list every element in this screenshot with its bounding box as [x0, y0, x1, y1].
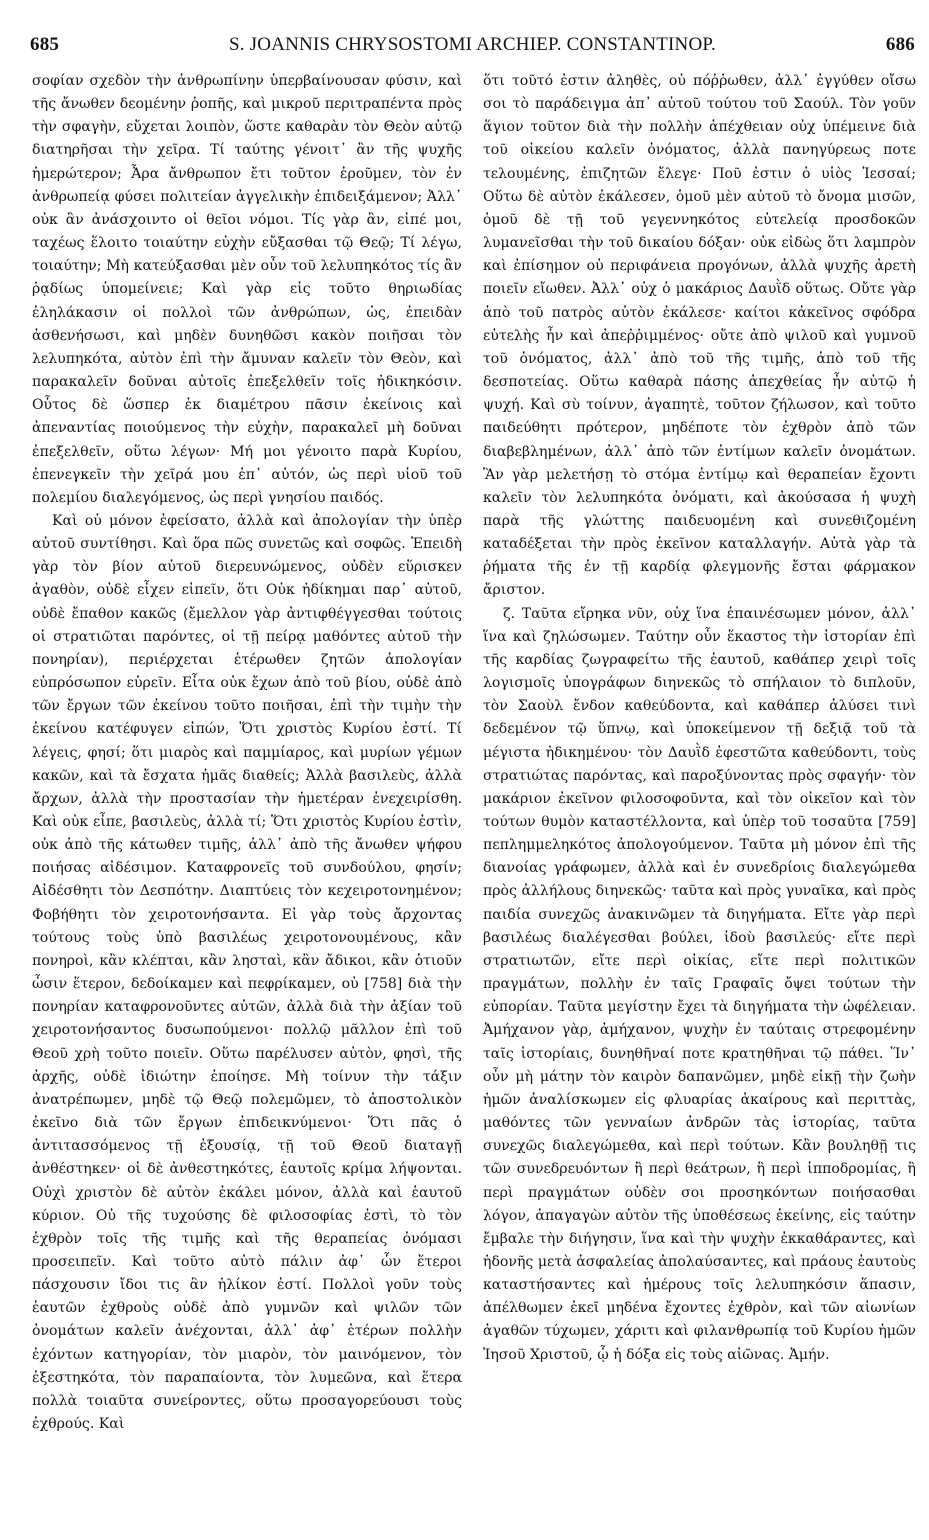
paragraph: ζ. Ταῦτα εἴρηκα νῦν, οὐχ ἵνα ἐπαινέσωμεν μόνον, ἀλλ᾽ ἵνα καὶ ζηλώσωμεν. Ταύτην οὖν ἕκαστος τὴν ἱστορίαν ἐπὶ τῆς καρδίας ζωγραφείτω τῆς ἑαυτοῦ, καθάπερ χειρὶ τοῖς λογισμοῖς ὑπογράφων διηνεκῶς τὸ σπήλαιον τὸ διπλοῦν, τὸν Σαοὺλ ἔνδον καθεύδοντα, καὶ καθάπερ ἁλύσει τινὶ δεδεμένον τῷ ὕπνῳ, καὶ ὑποκείμενον τῇ δεξιᾷ τοῦ τὰ μέγιστα ἠδικημένου· τὸν Δαυῒδ ἐφεστῶτα καθεύδοντι, τοὺς στρατιώτας παρόντας, καὶ παροξύνοντας πρὸς σφαγήν· τὸν μακάριον ἐκεῖνον φιλοσοφοῦντα, καὶ τὸν οἰκεῖον καὶ τὸν τούτων θυμὸν καταστέλλοντα, καὶ ὑπὲρ τοῦ τοσαῦτα [759] πεπλημμεληκότος ἀπολογούμενον. Ταῦτα μὴ μόνον ἐπὶ τῆς διανοίας γράφωμεν, ἀλλὰ καὶ ἐν συνεδρίοις διαλεγώμεθα πρὸς ἀλλήλους διηνεκῶς· ταῦτα καὶ πρὸς γυναῖκα, καὶ πρὸς παιδία συνεχῶς ἀνακινῶμεν τὰ διηγήματα. Εἴτε γὰρ περὶ βασιλέως διαλέγεσθαι βούλει, ἰδοὺ βασιλεύς· εἴτε περὶ στρατιωτῶν, εἴτε περὶ οἰκίας, εἴτε περὶ πολιτικῶν πραγμάτων, πολλὴν ἐν ταῖς Γραφαῖς ὄψει τούτων τὴν εὐπορίαν. Ταῦτα μεγίστην ἔχει τὰ διηγήματα τὴν ὠφέλειαν. Ἀμήχανον γὰρ, ἀμήχανον, ψυχὴν ἐν ταύταις στρεφομένην ταῖς ἱστορίαις, δυνηθῆναί ποτε κρατηθῆναι τῷ πάθει. Ἵν᾽ οὖν μὴ μάτην τὸν καιρὸν δαπανῶμεν, μηδὲ εἰκῇ τὴν ζωὴν ἡμῶν ἀναλίσκωμεν εἰς φλυαρίας ἀκαίρους καὶ περιττὰς, μαθόντες τῶν γενναίων ἀνδρῶν τὰς ἱστορίας, ταῦτα συνεχῶς διαλεγώμεθα, καὶ περὶ τούτων. Κἂν βουληθῇ τις τῶν συνεδρευόντων ἢ περὶ θεάτρων, ἢ περὶ ἱπποδρομίας, ἢ περὶ πραγμάτων οὐδὲν σοι προσηκόντων ποιήσασθαι λόγον, ἀπαγαγὼν αὐτὸν τῆς ὑποθέσεως ἐκείνης, εἰς ταύτην ἔμβαλε τὴν διήγησιν, ἵνα καὶ τὴν ψυχὴν ἐκκαθάραντες, καὶ ἡδονῆς μετὰ ἀσφαλείας ἀπολαύσαντες, καὶ πράους ἑαυτοὺς καταστήσαντες καὶ ἡμέρους τοῖς λελυπηκόσιν ἅπασιν, ἀπέλθωμεν ἐκεῖ μηδένα ἔχοντες ἐχθρὸν, καὶ τῶν αἰωνίων ἀγαθῶν τύχωμεν, χάριτι καὶ φιλανθρωπίᾳ τοῦ Κυρίου ἡμῶν Ἰησοῦ Χριστοῦ, ᾧ ἡ δόξα εἰς τοὺς αἰῶνας. Ἀμήν.: [483, 605, 916, 1363]
running-title: S. JOANNIS CHRYSOSTOMI ARCHIEP. CONSTANTINOP.: [229, 34, 716, 55]
page-number-left: 685: [30, 34, 60, 55]
paragraph: σοφίαν σχεδὸν τὴν ἀνθρωπίνην ὑπερβαίνουσαν φύσιν, καὶ τῆς ἄνωθεν δεομένην ῥοπῆς, καὶ μικροῦ περιτραπέντα πρὸς τὴν σφαγὴν, εὔχεται λοιπὸν, ὥστε καθαρὰν τὸν Θεὸν αὐτῷ διατηρῆσαι τὴν χεῖρα. Τί ταύτης γένοιτ᾽ ἂν τῆς ψυχῆς ἡμερώτερον; Ἆρα ἄνθρωπον ἔτι τοῦτον ἐροῦμεν, τὸν ἐν ἀνθρωπείᾳ φύσει πολιτείαν ἀγγελικὴν ἐπιδειξάμενον; Ἀλλ᾽ οὐκ ἂν ἀνάσχοιντο οἱ θεῖοι νόμοι. Τίς γὰρ ἂν, εἰπέ μοι, ταχέως ἕλοιτο τοιαύτην εὐχὴν εὔξασθαι τῷ Θεῷ; Τί λέγω, τοιαύτην; Μὴ κατεύξασθαι μὲν οὖν τοῦ λελυπηκότος τίς ἂν ῥᾳδίως ὑπομείνειε; Καὶ γὰρ εἰς τοῦτο θηριωδίας ἐληλάκασιν οἱ πολλοὶ τῶν ἀνθρώπων, ὡς, ἐπειδὰν ἀσθενήσωσι, καὶ μηδὲν δυνηθῶσι κακὸν ποιῆσαι τὸν λελυπηκότα, αὐτὸν ἐπὶ τὴν ἄμυναν καλεῖν τὸν Θεὸν, καὶ παρακαλεῖν δοῦναι αὐτοῖς ἐπεξελθεῖν τοῖς ἠδικηκόσιν. Οὗτος δὲ ὥσπερ ἐκ διαμέτρου πᾶσιν ἐκείνοις καὶ ἀπεναντίας ποιούμενος τὴν εὐχὴν, παρακαλεῖ μὴ δοῦναι ἐπεξελθεῖν, οὕτω λέγων· Μή μοι γένοιτο παρὰ Κυρίου, ἐπενεγκεῖν τὴν χεῖρά μου ἐπ᾽ αὐτόν, ὡς περὶ υἱοῦ τοῦ πολεμίου διαλεγόμενος, ὡς περὶ γνησίου παιδός.: [32, 73, 462, 506]
left-column: [32, 70, 462, 1525]
paragraph: Καὶ οὐ μόνον ἐφείσατο, ἀλλὰ καὶ ἀπολογίαν τὴν ὑπὲρ αὐτοῦ συντίθησι. Καὶ ὅρα πῶς συνετῶς καὶ σοφῶς. Ἐπειδὴ γὰρ τὸν βίον αὐτοῦ διερευνώμενος, οὐδὲν εὕρισκεν ἀγαθὸν, οὐδὲ εἶχεν εἰπεῖν, ὅτι Οὐκ ἠδίκημαι παρ᾽ αὐτοῦ, οὐδὲ ἔπαθον κακῶς (ἔμελλον γὰρ ἀντιφθέγγεσθαι τούτοις οἱ στρατιῶται παρόντες, οἱ τῇ πείρᾳ μαθόντες αὐτοῦ τὴν πονηρίαν), περιέρχεται ἑτέρωθεν ζητῶν ἀπολογίαν εὐπρόσωπον εὑρεῖν. Εἶτα οὐκ ἔχων ἀπὸ τοῦ βίου, οὐδὲ ἀπὸ τῶν ἔργων τῶν ἐκείνου τοῦτο ποιῆσαι, ἐπὶ τὴν τιμὴν τὴν ἐκείνου κατέφυγεν εἰπών, Ὅτι χριστὸς Κυρίου ἐστί. Τί λέγεις, φησί; ὅτι μιαρὸς καὶ παμμίαρος, καὶ μυρίων γέμων κακῶν, καὶ τὰ ἔσχατα ἡμᾶς διαθείς; Ἀλλὰ βασιλεὺς, ἀλλὰ ἄρχων, ἀλλὰ τὴν προστασίαν τὴν ἡμετέραν ἐνεχειρίσθη. Καὶ οὐκ εἶπε, βασιλεὺς, ἀλλὰ τί; Ὅτι χριστὸς Κυρίου ἐστὶν, οὐκ ἀπὸ τῆς κάτωθεν τιμῆς, ἀλλ᾽ ἀπὸ τῆς ἄνωθεν ψήφου ποιήσας αἰδέσιμον. Καταφρονεῖς τοῦ συνδούλου, φησίν; Αἰδέσθητι τὸν Δεσπότην. Διαπτύεις τὸν κεχειροτονημένον; Φοβήθητι τὸν χειροτονήσαντα. Εἰ γὰρ τοὺς ἄρχοντας τούτους τοὺς ὑπὸ βασιλέως χειροτονουμένους, κἂν πονηροὶ, κἂν κλέπται, κἂν λησταὶ, κἂν ἄδικοι, κἂν ὁτιοῦν ὦσιν ἕτερον, δεδοίκαμεν καὶ πεφρίκαμεν, οὐ [758] διὰ τὴν πονηρίαν καταφρονοῦντες αὐτῶν, ἀλλὰ διὰ τὴν ἀξίαν τοῦ χειροτονήσαντος δυσωπούμενοι· πολλῷ μᾶλλον ἐπὶ τοῦ Θεοῦ χρὴ τοῦτο ποιεῖν. Οὕτω παρέλυσεν αὐτὸν, φησὶ, τῆς ἀρχῆς, οὐδὲ ἰδιώτην ἐποίησε. Μὴ τοίνυν τὴν τάξιν ἀνατρέπωμεν, μηδὲ τῷ Θεῷ πολεμῶμεν, τὸ ἀποστολικὸν ἐκεῖνο διὰ τῶν ἔργων ἐπιδεικνύμενοι· Ὅτι πᾶς ὁ ἀντιτασσόμενος τῇ ἐξουσίᾳ, τῇ τοῦ Θεοῦ διαταγῇ ἀνθέστηκεν· οἱ δὲ ἀνθεστηκότες, ἑαυτοῖς κρίμα λήψονται. Οὐχὶ χριστὸν δὲ αὐτὸν ἐκάλει μόνον, ἀλλὰ καὶ ἑαυτοῦ κύριον. Οὐ τῆς τυχούσης δὲ φιλοσοφίας ἐστὶ, τὸ τὸν ἐχθρὸν τοῖς τῆς τιμῆς καὶ τῆς θεραπείας ὀνόμασι προσειπεῖν. Καὶ τοῦτο αὐτὸ πάλιν ἀφ᾽ ὧν ἕτεροι πάσχουσιν ἴδοι τις ἂν ἡλίκον ἐστί. Πολλοὶ γοῦν τοὺς ἑαυτῶν ἐχθροὺς οὐδὲ ἀπὸ γυμνῶν καὶ ψιλῶν τῶν ὀνομάτων καλεῖν ἀνέχονται, ἀλλ᾽ ἀφ᾽ ἑτέρων πολλὴν ἐχόντων κατηγορίαν, τὸν μιαρὸν, τὸν μαινόμενον, τὸν ἐξεστηκότα, τὸν παραπαίοντα, τὸν λυμεῶνα, καὶ ἕτερα πολλὰ τοιαῦτα συνείροντες, οὕτω προσαγορεύουσι τοὺς ἐχθρούς. Καὶ: [32, 512, 462, 1433]
running-head: [30, 34, 915, 60]
paragraph: ὅτι τοῦτό ἐστιν ἀληθὲς, οὐ πόῤῥωθεν, ἀλλ᾽ ἐγγύθεν οἴσω σοι τὸ παράδειγμα ἀπ᾽ αὐτοῦ τούτου τοῦ Σαούλ. Τὸν γοῦν ἅγιον τοῦτον διὰ τὴν πολλὴν ἀπέχθειαν οὐχ ὑπέμεινε διὰ τοῦ οἰκείου καλεῖν ὀνόματος, ἀλλὰ πανηγύρεως ποτε τελουμένης, ἐπιζητῶν ἔλεγε· Ποῦ ἐστιν ὁ υἱὸς Ἰεσσαί; Οὕτω δὲ αὐτὸν ἐκάλεσεν, ὁμοῦ μὲν αὐτοῦ τὸ ὄνομα μισῶν, ὁμοῦ δὲ τῇ τοῦ γεγεννηκότος εὐτελείᾳ προσδοκῶν λυμανεῖσθαι τὴν τοῦ δικαίου δόξαν· οὐκ εἰδὼς ὅτι λαμπρὸν καὶ ἐπίσημον οὐ περιφάνεια προγόνων, ἀλλὰ ψυχῆς ἀρετὴ ποιεῖν εἴωθεν. Ἀλλ᾽ οὐχ ὁ μακάριος Δαυῒδ οὕτως. Οὔτε γὰρ ἀπὸ τοῦ πατρὸς αὐτὸν ἐκάλεσε· καίτοι κἀκεῖνος σφόδρα εὐτελὴς ἦν καὶ ἀπεῤῥιμμένος· οὔτε ἀπὸ ψιλοῦ καὶ γυμνοῦ τοῦ ὀνόματος, ἀλλ᾽ ἀπὸ τοῦ τῆς τιμῆς, ἀπὸ τοῦ τῆς δεσποτείας. Οὕτω καθαρὰ πάσης ἀπεχθείας ἦν αὐτῷ ἡ ψυχή. Καὶ σὺ τοίνυν, ἀγαπητὲ, τοῦτον ζήλωσον, καὶ τοῦτο παιδεύθητι πρότερον, μηδέποτε τὸν ἐχθρὸν ἀπὸ τῶν διαβεβλημένων, ἀλλ᾽ ἀπὸ τῶν ἐντίμων καλεῖν ὀνομάτων. Ἂν γὰρ μελετήσῃ τὸ στόμα ἐντίμῳ καὶ θεραπείαν ἔχοντι καλεῖν τὸν λελυπηκότα ὀνόματι, καὶ ἀκούσασα ἡ ψυχὴ παρὰ τῆς γλώττης παιδευομένη καὶ συνεθιζομένη καταδέξεται τὴν πρὸς ἐκεῖνον καταλλαγήν. Αὐτὰ γὰρ τὰ ῥήματα τῆς ἐν τῇ καρδίᾳ φλεγμονῆς ἔσται φάρμακον ἄριστον.: [483, 73, 916, 599]
right-column: [483, 70, 916, 1525]
page-number-right: 686: [885, 34, 915, 55]
